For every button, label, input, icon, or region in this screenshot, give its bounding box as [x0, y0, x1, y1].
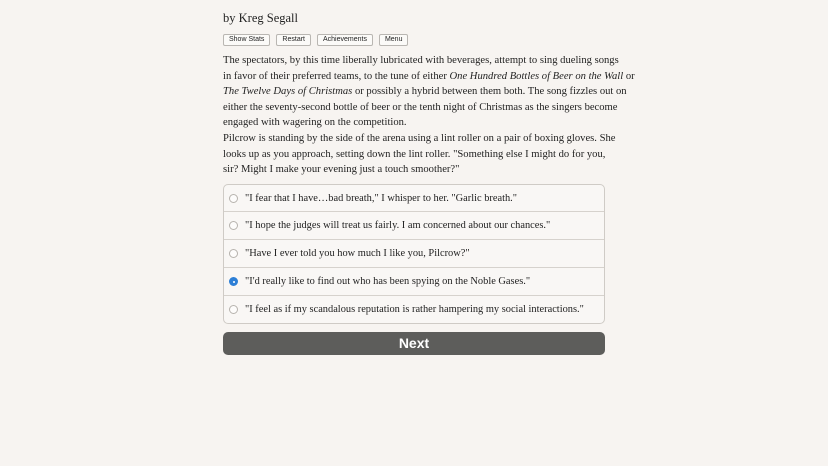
menu-button[interactable]: Menu — [379, 34, 409, 46]
story-line: either the seventy-second bottle of beer or the tenth night of Christmas as the singers become — [223, 101, 618, 113]
radio-button[interactable] — [229, 277, 238, 286]
radio-button[interactable] — [229, 249, 238, 258]
story-line — [223, 84, 627, 100]
story-text: in favor of their preferred teams, to the tune of either — [223, 70, 450, 82]
choice-label: "I'd really like to find out who has been spying on the Noble Gases." — [245, 276, 531, 287]
story-line: sir? Might I make your evening just a touch smoother?" — [223, 164, 460, 175]
choice-option[interactable] — [224, 295, 604, 323]
story-line — [223, 69, 635, 85]
choice-label: "I hope the judges will treat us fairly. I am concerned about our chances." — [245, 220, 551, 231]
story-line: The spectators, by this time liberally lubricated with beverages, attempt to sing dueling songs — [223, 55, 619, 66]
restart-button[interactable]: Restart — [276, 34, 311, 46]
story-paragraph-1 — [223, 53, 635, 131]
choice-label: "I feel as if my scandalous reputation is rather hampering my social interactions." — [245, 304, 584, 315]
stats-toolbar — [223, 34, 408, 46]
choice-option[interactable] — [224, 267, 604, 295]
show-stats-button[interactable]: Show Stats — [223, 34, 270, 46]
choice-option[interactable] — [224, 185, 604, 211]
achievements-button[interactable]: Achievements — [317, 34, 373, 46]
radio-button[interactable] — [229, 221, 238, 230]
song-title: One Hundred Bottles of Beer on the Wall — [449, 70, 624, 82]
radio-button[interactable] — [229, 194, 238, 203]
story-text: or — [623, 70, 635, 82]
story-text: or possibly a hybrid between them both. The song fizzles out on — [352, 86, 627, 97]
story-line: Pilcrow is standing by the side of the arena using a lint roller on a pair of boxing gloves. She — [223, 133, 616, 144]
choice-list — [223, 184, 605, 324]
choice-option[interactable] — [224, 211, 604, 239]
choice-option[interactable] — [224, 239, 604, 267]
story-line: looks up as you approach, setting down the lint roller. "Something else I might do for you, — [223, 148, 606, 160]
song-title: The Twelve Days of Christmas — [223, 86, 353, 97]
next-button[interactable]: Next — [223, 332, 605, 355]
radio-button[interactable] — [229, 305, 238, 314]
story-line: engaged with wagering on the competition. — [223, 117, 407, 128]
choice-label: "I fear that I have…bad breath," I whisper to her. "Garlic breath." — [245, 192, 518, 204]
choice-label: "Have I ever told you how much I like you, Pilcrow?" — [245, 248, 470, 259]
story-paragraph-2 — [223, 131, 616, 178]
author-byline: by Kreg Segall — [223, 11, 298, 25]
